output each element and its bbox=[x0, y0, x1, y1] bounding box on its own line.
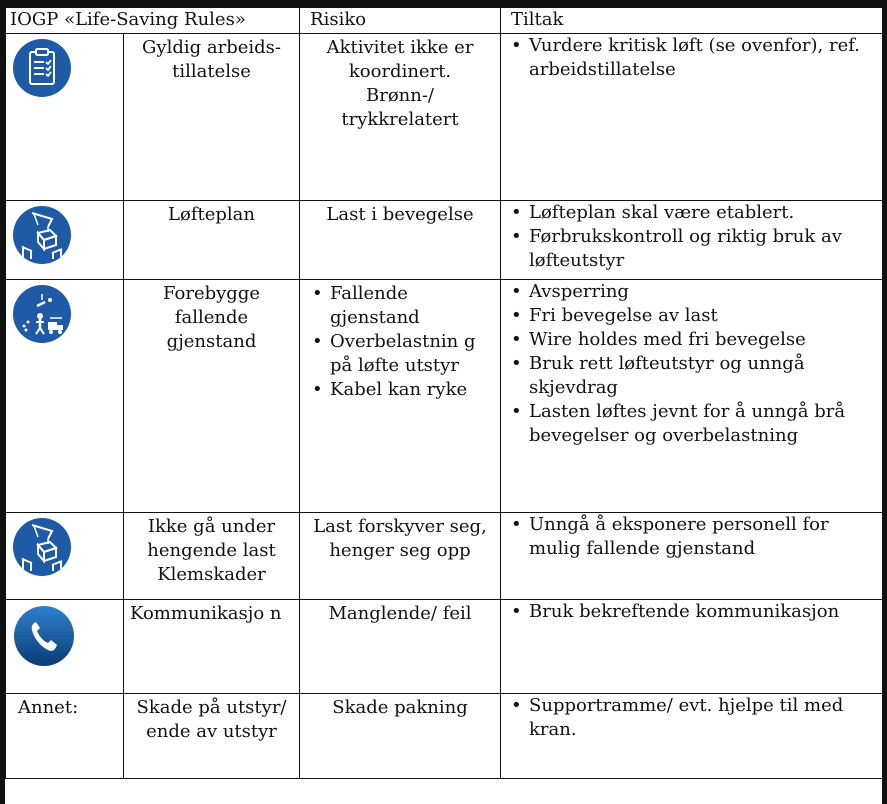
risk-cell bbox=[300, 34, 501, 201]
risk-text: Last forskyver seg, henger seg opp bbox=[313, 516, 487, 561]
header-measures: Tiltak bbox=[501, 8, 883, 34]
measures-cell bbox=[501, 600, 883, 694]
header-risk: Risiko bbox=[300, 8, 501, 34]
measure-item: • Løfteplan skal være etablert. bbox=[529, 201, 876, 225]
table-row bbox=[6, 513, 883, 600]
risk-text: Skade pakning bbox=[332, 697, 468, 718]
lifting-operations-crane-icon bbox=[12, 517, 72, 577]
icon-cell bbox=[6, 600, 124, 694]
rule-name: Gyldig arbeids-tillatelse bbox=[124, 34, 300, 201]
phone-icon bbox=[12, 604, 76, 668]
measure-item: • Lasten løftes jevnt for å unngå brå bevegelser og overbelastning bbox=[529, 400, 876, 448]
risk-cell bbox=[300, 600, 501, 694]
icon-cell bbox=[6, 513, 124, 600]
table-row bbox=[6, 280, 883, 513]
rule-name: Ikke gå under hengende last Klemskader bbox=[124, 513, 300, 600]
measure-item: • Supportramme/ evt. hjelpe til med kran. bbox=[529, 694, 876, 742]
lifting-operations-crane-icon bbox=[12, 205, 72, 265]
measure-item: • Wire holdes med fri bevegelse bbox=[529, 328, 876, 352]
measure-item: • Unngå å eksponere personell for mulig fallende gjenstand bbox=[529, 513, 876, 561]
measure-item: • Førbrukskontroll og riktig bruk av løfteutstyr bbox=[529, 225, 876, 273]
rule-name: Forebygge fallende gjenstand bbox=[124, 280, 300, 513]
measure-item: • Fri bevegelse av last bbox=[529, 304, 876, 328]
risk-item: • Fallende gjenstand bbox=[330, 282, 494, 330]
risk-cell bbox=[300, 513, 501, 600]
line-of-fire-icon bbox=[12, 284, 72, 344]
measure-item: • Avsperring bbox=[529, 280, 876, 304]
rule-name: Løfteplan bbox=[124, 201, 300, 280]
other-label: Annet: bbox=[6, 694, 124, 779]
risk-cell bbox=[300, 201, 501, 280]
measure-item: • Vurdere kritisk løft (se ovenfor), ref. arbeidstillatelse bbox=[529, 34, 876, 82]
measures-cell bbox=[501, 280, 883, 513]
table-row bbox=[6, 600, 883, 694]
measure-item: • Bruk bekreftende kommunikasjon bbox=[529, 600, 876, 624]
header-row bbox=[6, 8, 883, 34]
table-row bbox=[6, 201, 883, 280]
work-permit-clipboard-icon bbox=[12, 38, 72, 98]
header-rules: IOGP «Life-Saving Rules» bbox=[6, 8, 300, 34]
risk-text: Brønn-/ trykkrelatert bbox=[341, 85, 459, 130]
measure-item: • Bruk rett løfteutstyr og unngå skjevdrag bbox=[529, 352, 876, 400]
measures-cell bbox=[501, 201, 883, 280]
measures-cell bbox=[501, 513, 883, 600]
life-saving-rules-table bbox=[5, 7, 883, 779]
rule-name: Kommunikasjo n bbox=[124, 600, 300, 694]
table-row bbox=[6, 34, 883, 201]
risk-cell bbox=[300, 694, 501, 779]
risk-item: • Overbelastnin g på løfte utstyr bbox=[330, 330, 494, 378]
risk-text: Aktivitet ikke er koordinert. bbox=[326, 37, 474, 82]
icon-cell bbox=[6, 201, 124, 280]
risk-cell bbox=[300, 280, 501, 513]
measures-cell bbox=[501, 34, 883, 201]
risk-text: Manglende/ feil bbox=[328, 603, 472, 624]
rule-name: Skade på utstyr/ ende av utstyr bbox=[124, 694, 300, 779]
measures-cell bbox=[501, 694, 883, 779]
risk-item: • Kabel kan ryke bbox=[330, 378, 494, 402]
risk-text: Last i bevegelse bbox=[326, 204, 474, 225]
icon-cell bbox=[6, 34, 124, 201]
table-row bbox=[6, 694, 883, 779]
icon-cell bbox=[6, 280, 124, 513]
